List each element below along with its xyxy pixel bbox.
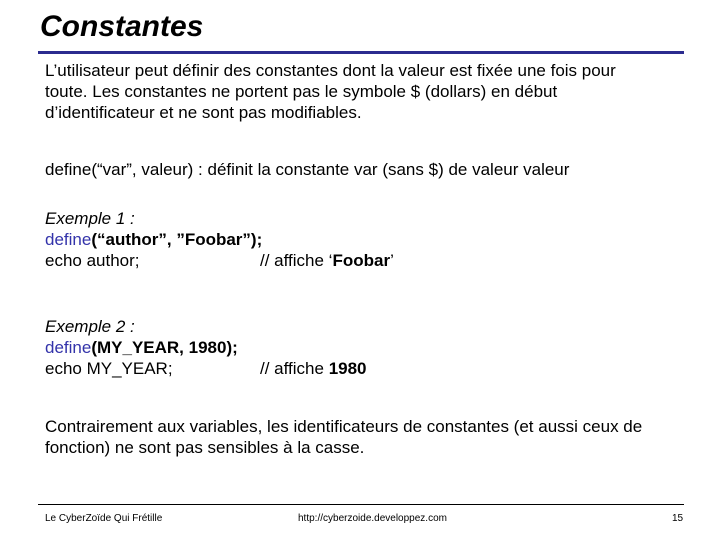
comment-text: // affiche ‘ xyxy=(260,251,333,270)
code-comment xyxy=(260,250,394,271)
intro-line: L’utilisateur peut définir des constantes dont la valeur est fixée une fois pour xyxy=(45,61,616,80)
comment-text: // affiche xyxy=(260,359,329,378)
intro-paragraph xyxy=(45,60,685,123)
closing-line: Contrairement aux variables, les identificateurs de constantes (et aussi ceux de xyxy=(45,417,643,436)
example-1-echo-line xyxy=(45,250,685,271)
example-1 xyxy=(45,208,685,271)
closing-line: fonction) ne sont pas sensibles à la casse. xyxy=(45,438,365,457)
define-args: (MY_YEAR, 1980); xyxy=(91,338,238,357)
footer-author: Le CyberZoïde Qui Frétille xyxy=(45,513,163,524)
title-underline xyxy=(38,51,684,54)
footer-url: http://cyberzoide.developpez.com xyxy=(298,513,447,524)
example-2-define-line xyxy=(45,337,685,358)
example-1-define-line xyxy=(45,229,685,250)
page-number: 15 xyxy=(672,513,684,524)
example-2 xyxy=(45,316,685,379)
closing-paragraph xyxy=(45,416,685,458)
comment-text: ’ xyxy=(390,251,394,270)
code-comment xyxy=(260,358,367,379)
intro-line: toute. Les constantes ne portent pas le symbole $ (dollars) en début xyxy=(45,82,558,101)
example-2-heading: Exemple 2 : xyxy=(45,317,135,336)
define-keyword: define xyxy=(45,230,92,249)
comment-value: 1980 xyxy=(328,359,367,378)
echo-code: echo MY_YEAR; xyxy=(45,359,173,378)
comment-value: Foobar xyxy=(332,251,391,270)
example-2-echo-line xyxy=(45,358,685,379)
intro-line: d’identificateur et ne sont pas modifiables. xyxy=(45,103,362,122)
slide-title: Constantes xyxy=(40,10,204,43)
definition-line: define(“var”, valeur) : définit la constante var (sans $) de valeur valeur xyxy=(45,160,570,179)
echo-code: echo author; xyxy=(45,251,140,270)
define-args: (“author”, ”Foobar”); xyxy=(91,230,263,249)
example-1-heading: Exemple 1 : xyxy=(45,209,135,228)
define-keyword: define xyxy=(45,338,92,357)
footer-divider xyxy=(38,504,684,505)
